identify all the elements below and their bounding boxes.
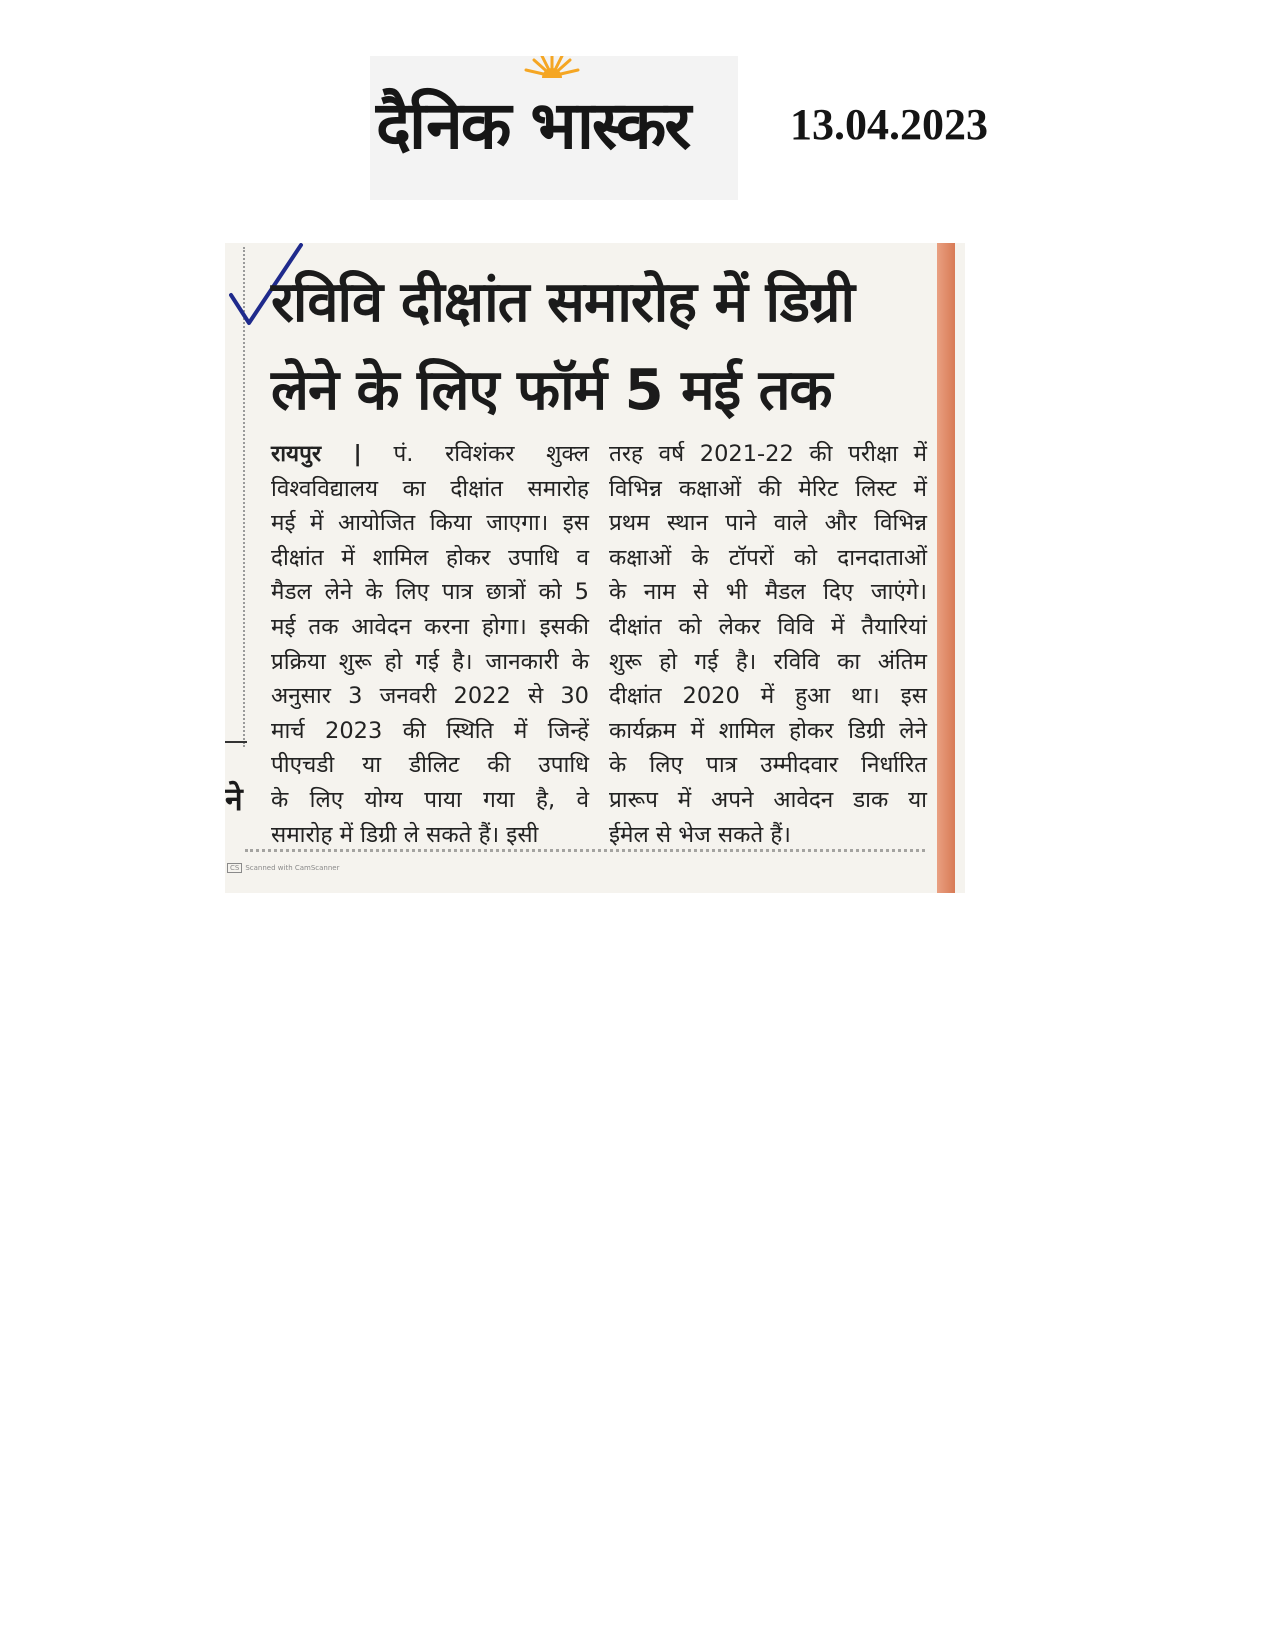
scanner-note-text: Scanned with CamScanner [245, 864, 340, 872]
article-line: समारोह में डिग्री ले सकते हैं। इसी [271, 821, 539, 848]
article-line: प्रक्रिया शुरू हो गई है। जानकारी के [271, 648, 589, 675]
article-line: तरह वर्ष 2021-22 की परीक्षा में [609, 441, 927, 467]
article-line: विभिन्न कक्षाओं की मेरिट लिस्ट में [609, 475, 927, 502]
scanner-watermark [227, 863, 340, 873]
masthead-logo [370, 56, 738, 200]
dateline: रायपुर | [271, 441, 362, 467]
article-line: अनुसार 3 जनवरी 2022 से 30 [271, 683, 589, 710]
article-line: कार्यक्रम में शामिल होकर डिग्री लेने [609, 717, 927, 744]
article-line: दीक्षांत 2020 में हुआ था। इस [609, 683, 927, 710]
headline-line-2: लेने के लिए फॉर्म 5 मई तक [271, 358, 832, 423]
article-line: कक्षाओं के टॉपरों को दानदाताओं [609, 544, 927, 571]
article-line: ईमेल से भेज सकते हैं। [609, 821, 791, 848]
publication-date: 13.04.2023 [790, 100, 988, 149]
article-line: के लिए योग्य पाया गया है, वे [271, 786, 589, 813]
article-line: मार्च 2023 की स्थिति में जिन्हें [271, 717, 589, 744]
article-line: पीएचडी या डीलिट की उपाधि [271, 752, 589, 779]
article-line: के लिए पात्र उम्मीदवार निर्धारित [609, 752, 927, 779]
article-line: मई में आयोजित किया जाएगा। इस [271, 510, 589, 537]
clipping-torn-edge [937, 243, 955, 893]
article-column-right [609, 437, 927, 852]
article-headline [271, 259, 931, 435]
newspaper-clipping [225, 243, 965, 893]
article-column-left [271, 437, 589, 852]
article-line: शुरू हो गई है। रविवि का अंतिम [609, 648, 927, 675]
article-line: प्रथम स्थान पाने वाले और विभिन्न [609, 510, 927, 537]
next-article-cut [245, 849, 925, 856]
article-line: दीक्षांत को लेकर विवि में तैयारियां [609, 613, 927, 640]
article-line: मैडल लेने के लिए पात्र छात्रों को 5 [271, 579, 589, 606]
article-line: प्रारूप में अपने आवेदन डाक या [609, 786, 927, 813]
article-line-text: पं. रविशंकर शुक्ल [393, 441, 589, 467]
newspaper-logo: दैनिक भास्कर [376, 87, 690, 164]
sun-logo-icon [520, 56, 584, 78]
article-line [271, 437, 589, 472]
adjacent-article-fragment: ने [225, 780, 243, 818]
camscanner-badge: CS [227, 863, 242, 873]
headline-line-1: रविवि दीक्षांत समारोह में डिग्री [271, 270, 855, 335]
article-line: मई तक आवेदन करना होगा। इसकी [271, 613, 589, 640]
adjacent-article-rule [225, 741, 247, 743]
article-line: के नाम से भी मैडल दिए जाएंगे। [609, 579, 927, 606]
article-line: दीक्षांत में शामिल होकर उपाधि व [271, 544, 589, 571]
article-line: विश्वविद्यालय का दीक्षांत समारोह [271, 475, 589, 502]
